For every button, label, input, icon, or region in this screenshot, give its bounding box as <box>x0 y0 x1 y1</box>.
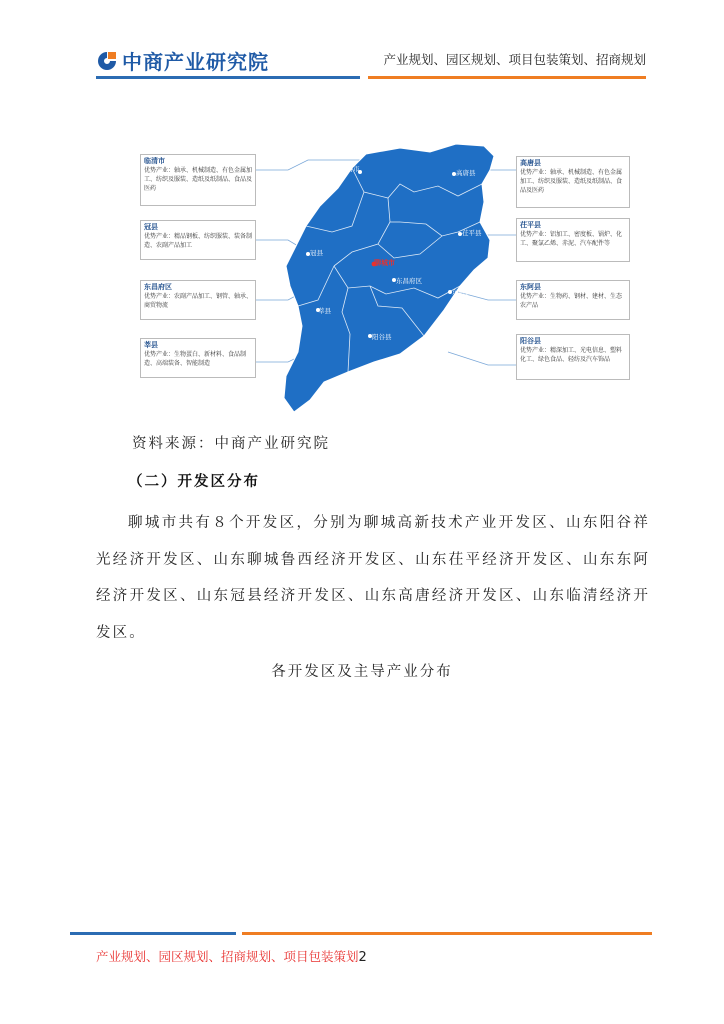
county-label: 东昌府区 <box>396 277 422 285</box>
info-box-body: 优势产业：铝加工、密度板、锅炉、化工、聚氯乙烯、赤泥、汽车配件等 <box>520 231 623 247</box>
info-box-dongchangfu <box>140 280 256 320</box>
info-box-title: 阳谷县 <box>520 337 541 345</box>
city-label: 聊城市 <box>374 259 395 267</box>
county-label: 茌平县 <box>462 229 482 237</box>
body-paragraph: 聊城市共有８个开发区，分别为聊城高新技术产业开发区、山东阳谷祥光经济开发区、山东聊城鲁西经济开发区、山东茌平经济开发区、山东东阿经济开发区、山东冠县经济开发区、山东高唐经济开发区、山东临清经济开发区。 <box>96 515 650 641</box>
info-box-body: 优势产业：轴承、机械制造、有色金属加工、纺织及服装、造纸及纸制品、食品及医药 <box>144 167 253 192</box>
info-box-guanxian <box>140 220 256 260</box>
table-caption: 各开发区及主导产业分布 <box>271 664 453 680</box>
info-box-title: 高唐县 <box>520 159 541 167</box>
info-box-title: 临清市 <box>144 157 165 165</box>
footer <box>96 947 367 965</box>
figure-source: 资料来源：中商产业研究院 <box>132 436 330 452</box>
info-box-donge <box>516 280 630 320</box>
info-box-title: 茌平县 <box>520 221 541 229</box>
logo-icon <box>96 50 118 72</box>
county-label: 阳谷县 <box>372 333 392 341</box>
header-divider-blue <box>96 76 360 79</box>
info-box-linqing <box>140 154 256 206</box>
header-divider-orange <box>368 76 646 79</box>
info-box-title: 莘县 <box>144 341 158 349</box>
logo-text: 中商产业研究院 <box>122 50 269 74</box>
logo <box>96 46 269 75</box>
info-box-chiping <box>516 218 630 262</box>
liaocheng-map-figure <box>138 140 632 415</box>
footer-divider-blue <box>70 932 236 935</box>
info-box-shenxian <box>140 338 256 378</box>
county-label: 冠县 <box>310 249 323 257</box>
info-box-body: 优势产业：生物药、钢材、建材、生态农产品 <box>520 293 623 309</box>
info-box-body: 优势产业：轴承、机械制造、有色金属加工、纺织及服装、造纸及纸制品、食品及医药 <box>520 169 623 194</box>
info-box-title: 冠县 <box>144 223 158 231</box>
info-box-body: 优势产业：农副产品加工、钢管、轴承、商贸物流 <box>144 293 253 309</box>
footer-text: 产业规划、园区规划、招商规划、项目包装策划 <box>96 949 359 964</box>
county-label: 高唐县 <box>456 169 476 177</box>
footer-divider-orange <box>242 932 652 935</box>
info-box-yanggu <box>516 334 630 380</box>
info-box-title: 东昌府区 <box>144 283 172 291</box>
info-box-gaotang <box>516 156 630 208</box>
info-box-title: 东阿县 <box>520 283 541 291</box>
page-number: 2 <box>358 950 367 965</box>
info-box-body: 优势产业：精深加工、光电信息、塑料化工、绿色食品、轻纺及汽车饰品 <box>520 347 623 363</box>
county-label: 东阿县 <box>452 288 472 296</box>
section-heading: （二）开发区分布 <box>128 474 260 490</box>
info-box-body: 优势产业：精品钢板、纺织服装、装备制造、农副产品加工 <box>144 233 253 249</box>
info-box-body: 优势产业：生物蛋白、新材料、食品制造、高端装备、智能制造 <box>144 351 247 367</box>
map-shape <box>284 144 494 412</box>
county-label: 莘县 <box>318 307 331 315</box>
county-label: 临清市 <box>340 165 360 173</box>
header-tagline: 产业规划、园区规划、项目包装策划、招商规划 <box>383 52 646 67</box>
